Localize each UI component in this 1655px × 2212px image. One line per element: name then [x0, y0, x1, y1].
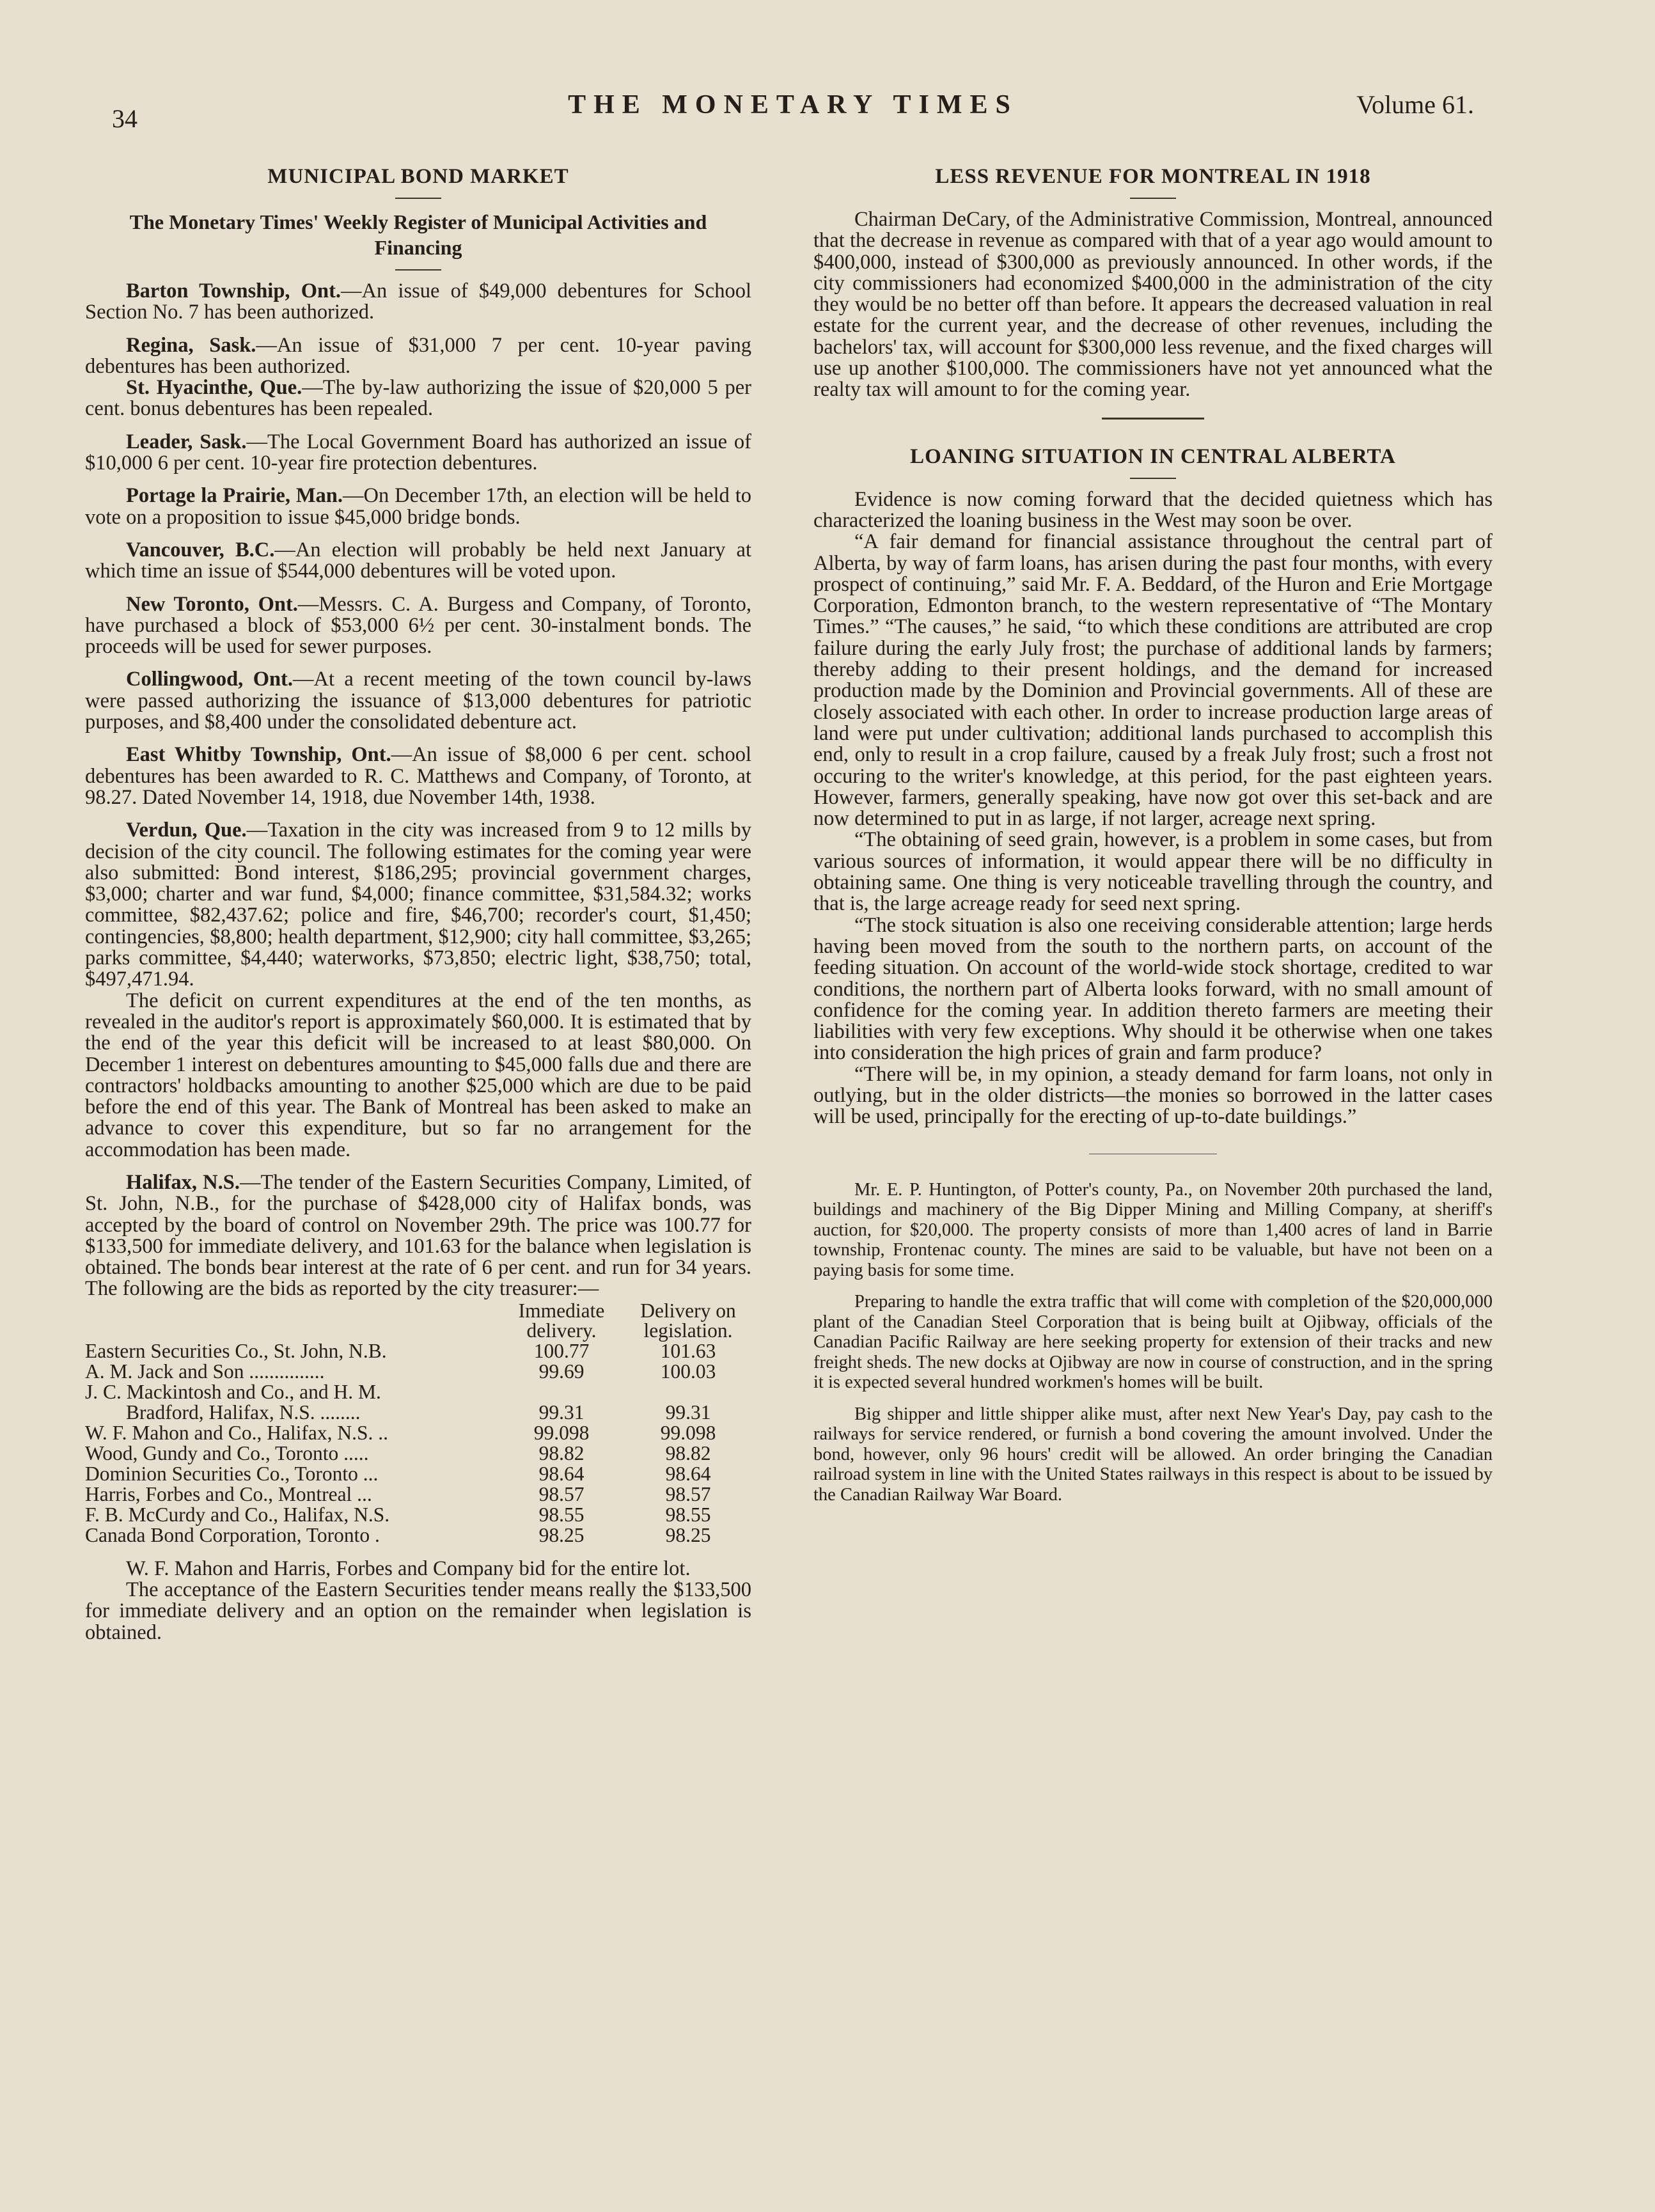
table-header-row	[85, 1300, 751, 1341]
alberta-para-2: “A fair demand for financial assistance throughout the central part of Alberta, by way of farm loans, has arisen during the past four months, with every prospect of continuing,” said Mr. F. A. Beddard, of the Huron and Erie Mortgage Corporation, Edmonton branch, to the western representative of “The Montary Times.” “The causes,” he said, “to which these conditions are attributed are crop failure during the early July frost; the purchase of additional lands by farmers; thereby adding to their present holdings, and the demand for increased production made by the Dominion and Provincial governments. All of these are closely associated with each other. In order to increase production large areas of land were put under cultivation; additional lands purchased to accomplish this end, only to result in a crop failure, caused by a freak July frost; such a frost not occuring to the writer's knowledge, at this period, for the past eighteen years. However, farmers, generally speaking, have now got over this set-back and are now determined to put in as large, if not larger, acreage next spring.	[813, 530, 1493, 831]
immediate-price: 98.25	[538, 1523, 584, 1546]
immediate-price: 99.098	[533, 1421, 590, 1444]
immediate-price: 98.64	[538, 1462, 584, 1485]
news-railway-bond: Big shipper and little shipper alike must, after next New Year's Day, pay cash to the railways for service rendered, or furnish a bond covering the amount involved. Under the bond, however, only 96 hours' credit will be allowed. An order bringing the Canadian railroad system in line with the United States railways in this respect is about to be issued by the Canadian Railway War Board.	[813, 1404, 1493, 1505]
col-immediate: Immediate delivery.	[518, 1299, 605, 1342]
halifax-bids-table	[85, 1300, 751, 1546]
news-huntington: Mr. E. P. Huntington, of Potter's county, Pa., on November 20th purchased the land, buildings and machinery of the Big Dipper Mining and Milling Company, at sheriff's auction, for $20,000. The property consists of more than 1,400 acres of land in Barrie township, Frontenac county. The mines are said to be valuable, but have not been on a paying basis for some time.	[813, 1179, 1493, 1280]
legislation-price: 99.31	[665, 1400, 711, 1424]
municipal-bond-title: MUNICIPAL BOND MARKET	[267, 165, 569, 188]
montreal-text: Chairman DeCary, of the Administrative Commission, Montreal, announced that the decrease in revenue as compared with that of a year ago would amount to $400,000, instead of $300,000 as previously announced. In other words, if the city commissioners had economized $400,000 in the administration of the city they would be no better off than before. It appears the decreased valuation in real estate for the current year, and the decrease of other revenues, including the bachelors' tax, will account for $300,000 less revenue, and the fixed charges will use up another $100,000. The commissioners have not yet announced what the realty tax will amount to for the coming year.	[813, 208, 1493, 402]
left-column	[85, 165, 751, 1655]
table-row	[85, 1382, 751, 1402]
table-row	[85, 1423, 751, 1443]
legislation-price: 98.25	[665, 1523, 711, 1546]
subtitle-rule	[395, 269, 441, 271]
table-row	[85, 1525, 751, 1546]
bidder-name: Bradford, Halifax, N.S. ........	[126, 1400, 361, 1424]
montreal-title: LESS REVENUE FOR MONTREAL IN 1918	[935, 165, 1371, 188]
montreal-rule	[1130, 198, 1176, 199]
bidder-name: Wood, Gundy and Co., Toronto .....	[85, 1441, 369, 1464]
table-row	[85, 1341, 751, 1361]
bidder-name: Eastern Securities Co., St. John, N.B.	[85, 1339, 387, 1362]
legislation-price: 99.098	[660, 1421, 716, 1444]
immediate-price: 98.57	[538, 1482, 584, 1505]
item-vancouver: Vancouver, B.C.—An election will probably be held next January at which time an issue of $544,000 debentures will be voted upon.	[85, 538, 752, 583]
bidder-name: J. C. Mackintosh and Co., and H. M.	[85, 1380, 381, 1403]
item-collingwood: Collingwood, Ont.—At a recent meeting of the town council by-laws were passed authorizing the issuance of $13,000 debentures for patriotic purposes, and $8,400 under the consolidated debenture act.	[85, 668, 752, 734]
immediate-price: 98.82	[538, 1441, 584, 1464]
immediate-price	[498, 1382, 625, 1402]
item-leader: Leader, Sask.—The Local Government Board has authorized an issue of $10,000 6 per cent. 10-year fire protection debentures.	[85, 430, 751, 475]
immediate-price: 99.69	[538, 1360, 584, 1383]
page-number: 34	[112, 104, 137, 133]
section-separator	[1102, 418, 1204, 420]
volume-label: Volume 61.	[1356, 90, 1474, 119]
legislation-price: 98.64	[665, 1462, 711, 1485]
table-row	[85, 1443, 751, 1464]
bidder-name: Dominion Securities Co., Toronto ...	[85, 1462, 379, 1485]
bidder-name: A. M. Jack and Son ...............	[85, 1360, 325, 1383]
alberta-para-5: “There will be, in my opinion, a steady demand for farm loans, not only in outlying, but in the older districts—the monies so borrowed in the latter cases will be used, principally for the erecting of up-to-date buildings.”	[813, 1062, 1493, 1129]
item-new-toronto: New Toronto, Ont.—Messrs. C. A. Burgess and Company, of Toronto, have purchased a block of $53,000 6½ per cent. 30-instalment bonds. The proceeds will be used for sewer purposes.	[85, 592, 751, 659]
alberta-para-1: Evidence is now coming forward that the decided quietness which has characterized the loaning business in the West may soon be over.	[813, 487, 1493, 532]
table-row	[85, 1464, 751, 1484]
legislation-price: 98.82	[665, 1441, 711, 1464]
register-subtitle: The Monetary Times' Weekly Register of Municipal Activities and Financing	[129, 210, 707, 259]
item-halifax: Halifax, N.S.—The tender of the Eastern Securities Company, Limited, of St. John, N.B., for the purchase of $428,000 city of Halifax bonds, was accepted by the board of control on November 29th. The price was 100.77 for $133,500 for immediate delivery, and 101.63 for the balance when legislation is obtained. The bonds bear interest at the rate of 6 per cent. and run for 34 years. The following are the bids as reported by the city treasurer:—	[85, 1170, 751, 1301]
item-regina: Regina, Sask.—An issue of $31,000 7 per cent. 10-year paving debentures has been authorized.	[85, 333, 751, 378]
immediate-price: 100.77	[533, 1339, 590, 1362]
item-portage: Portage la Prairie, Man.—On December 17th, an election will be held to vote on a proposition to issue $45,000 bridge bonds.	[85, 484, 751, 529]
legislation-price: 98.55	[665, 1503, 711, 1526]
legislation-price: 98.57	[665, 1482, 711, 1505]
bidder-name: F. B. McCurdy and Co., Halifax, N.S.	[85, 1503, 390, 1526]
immediate-price: 98.55	[538, 1503, 584, 1526]
after-table-2: The acceptance of the Eastern Securities tender means really the $133,500 for immediate delivery and an option on the remainder when legislation is obtained.	[85, 1578, 751, 1644]
bidder-name: W. F. Mahon and Co., Halifax, N.S. ..	[85, 1421, 389, 1444]
legislation-price: 100.03	[660, 1360, 716, 1383]
legislation-price: 101.63	[660, 1339, 716, 1362]
news-ojibway: Preparing to handle the extra traffic that will come with completion of the $20,000,000 plant of the Canadian Steel Corporation that is being built at Ojibway, officials of the Canadian Pacific Railway are here seeking property for extension of their tracks and new freight sheds. The new docks at Ojibway are now in course of construction, and in the spring it is expected several hundred workmen's homes will be built.	[813, 1292, 1493, 1393]
alberta-para-4: “The stock situation is also one receiving considerable attention; large herds having been moved from the south to the northern parts, on account of the feeding situation. On account of the world-wide stock shortage, credited to war conditions, the northern part of Alberta looks forward, with no small amount of confidence for the coming year. In addition thereto farmers are meeting their liabilities with very few exceptions. Why should it be otherwise when one takes into consideration the high prices of grain and farm produce?	[813, 913, 1493, 1065]
alberta-title: LOANING SITUATION IN CENTRAL ALBERTA	[910, 444, 1396, 468]
title-rule	[395, 198, 441, 199]
news-items	[813, 1180, 1493, 1505]
alberta-para-3: “The obtaining of seed grain, however, is a problem in some cases, but from various sources of information, it would appear there will be no difficulty in obtaining same. One thing is very noticeable travelling through the country, and that is, the large acreage ready for seed next spring.	[813, 828, 1493, 916]
after-table-1: W. F. Mahon and Harris, Forbes and Company bid for the entire lot.	[126, 1557, 691, 1580]
masthead: THE MONETARY TIMES	[568, 90, 1018, 120]
item-verdun: Verdun, Que.—Taxation in the city was increased from 9 to 12 mills by decision of the city council. The following estimates for the coming year were also submitted: Bond interest, $186,295; provincial government charges, $3,000; charter and war fund, $4,000; finance committee, $31,584.32; works committee, $82,437.62; police and fire, $46,700; recorder's court, $1,450; contingencies, $8,800; health department, $12,900; city hall committee, $3,265; parks committee, $4,440; waterworks, $73,850; electric light, $38,750; total, $497,471.94.	[85, 819, 751, 991]
table-row	[85, 1402, 751, 1423]
table-row	[85, 1484, 751, 1505]
right-column	[813, 165, 1493, 1516]
verdun-deficit: The deficit on current expenditures at the end of the ten months, as revealed in the auditor's report is approximately $60,000. It is estimated that by the end of the year this deficit will be increased to at least $80,000. On December 1 interest on debentures amounting to $45,000 falls due and there are contractors' holdbacks amounting to another $25,000 which are due to be paid before the end of this year. The Bank of Montreal has been asked to make an advance to cover this expenditure, but so far no arrangement for the accommodation has been made.	[85, 989, 751, 1161]
bidder-name: Harris, Forbes and Co., Montreal ...	[85, 1482, 372, 1505]
bids-body	[85, 1341, 751, 1546]
col-delivery: Delivery on legislation.	[640, 1299, 736, 1342]
item-barton: Barton Township, Ont.—An issue of $49,000 debentures for School Section No. 7 has been authorized.	[85, 279, 751, 324]
item-st-hyacinthe: St. Hyacinthe, Que.—The by-law authorizing the issue of $20,000 5 per cent. bonus debentures has been repealed.	[85, 376, 752, 421]
item-east-whitby: East Whitby Township, Ont.—An issue of $8,000 6 per cent. school debentures has been awarded to R. C. Matthews and Company, of Toronto, at 98.27. Dated November 14, 1918, due November 14th, 1938.	[85, 743, 751, 809]
table-row	[85, 1361, 751, 1382]
immediate-price: 99.31	[538, 1400, 584, 1424]
running-head	[112, 90, 1474, 133]
legislation-price	[625, 1382, 751, 1402]
alberta-rule	[1130, 478, 1176, 479]
table-row	[85, 1505, 751, 1525]
bidder-name: Canada Bond Corporation, Toronto .	[85, 1523, 380, 1546]
